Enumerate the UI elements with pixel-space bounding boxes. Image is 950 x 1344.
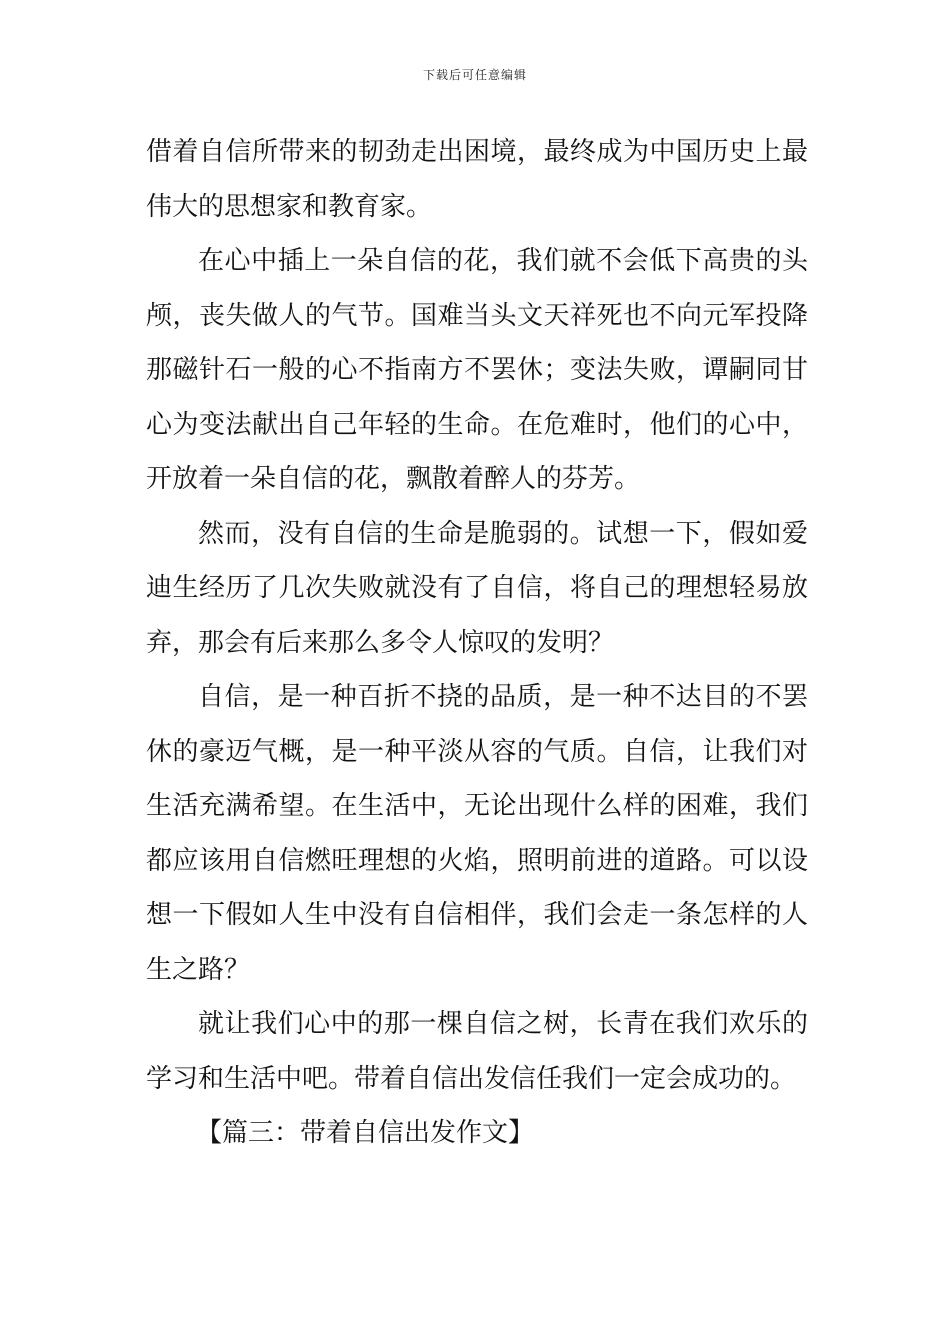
paragraph: 就让我们心中的那一棵自信之树，长青在我们欢乐的学习和生活中吧。带着自信出发信任我们一定会成功的。 (146, 1009, 808, 1094)
paragraph: 自信，是一种百折不挠的品质，是一种不达目的不罢休的豪迈气概，是一种平淡从容的气质。自信，让我们对生活充满希望。在生活中，无论出现什么样的困难，我们都应该用自信燃旺理想的火焰，照明前进的道路。可以设想一下假如人生中没有自信相伴，我们会走一条怎样的人生之路？ (146, 682, 808, 985)
section-heading: 【篇三：带着自信出发作文】 (196, 1118, 535, 1148)
paragraph-continuation: 借着自信所带来的韧劲走出困境，最终成为中国历史上最伟大的思想家和教育家。 (146, 137, 808, 222)
body-text (146, 125, 808, 1161)
paragraph: 然而，没有自信的生命是脆弱的。试想一下，假如爱迪生经历了几次失败就没有了自信，将自己的理想轻易放弃，那会有后来那么多令人惊叹的发明？ (146, 518, 808, 658)
header-note: 下载后可任意编辑 (422, 68, 527, 82)
paragraph: 在心中插上一朵自信的花，我们就不会低下高贵的头颅，丧失做人的气节。国难当头文天祥死也不向元军投降那磁针石一般的心不指南方不罢休；变法失败，谭嗣同甘心为变法献出自己年轻的生命。在危难时，他们的心中，开放着一朵自信的花，飘散着醉人的芬芳。 (146, 246, 808, 494)
